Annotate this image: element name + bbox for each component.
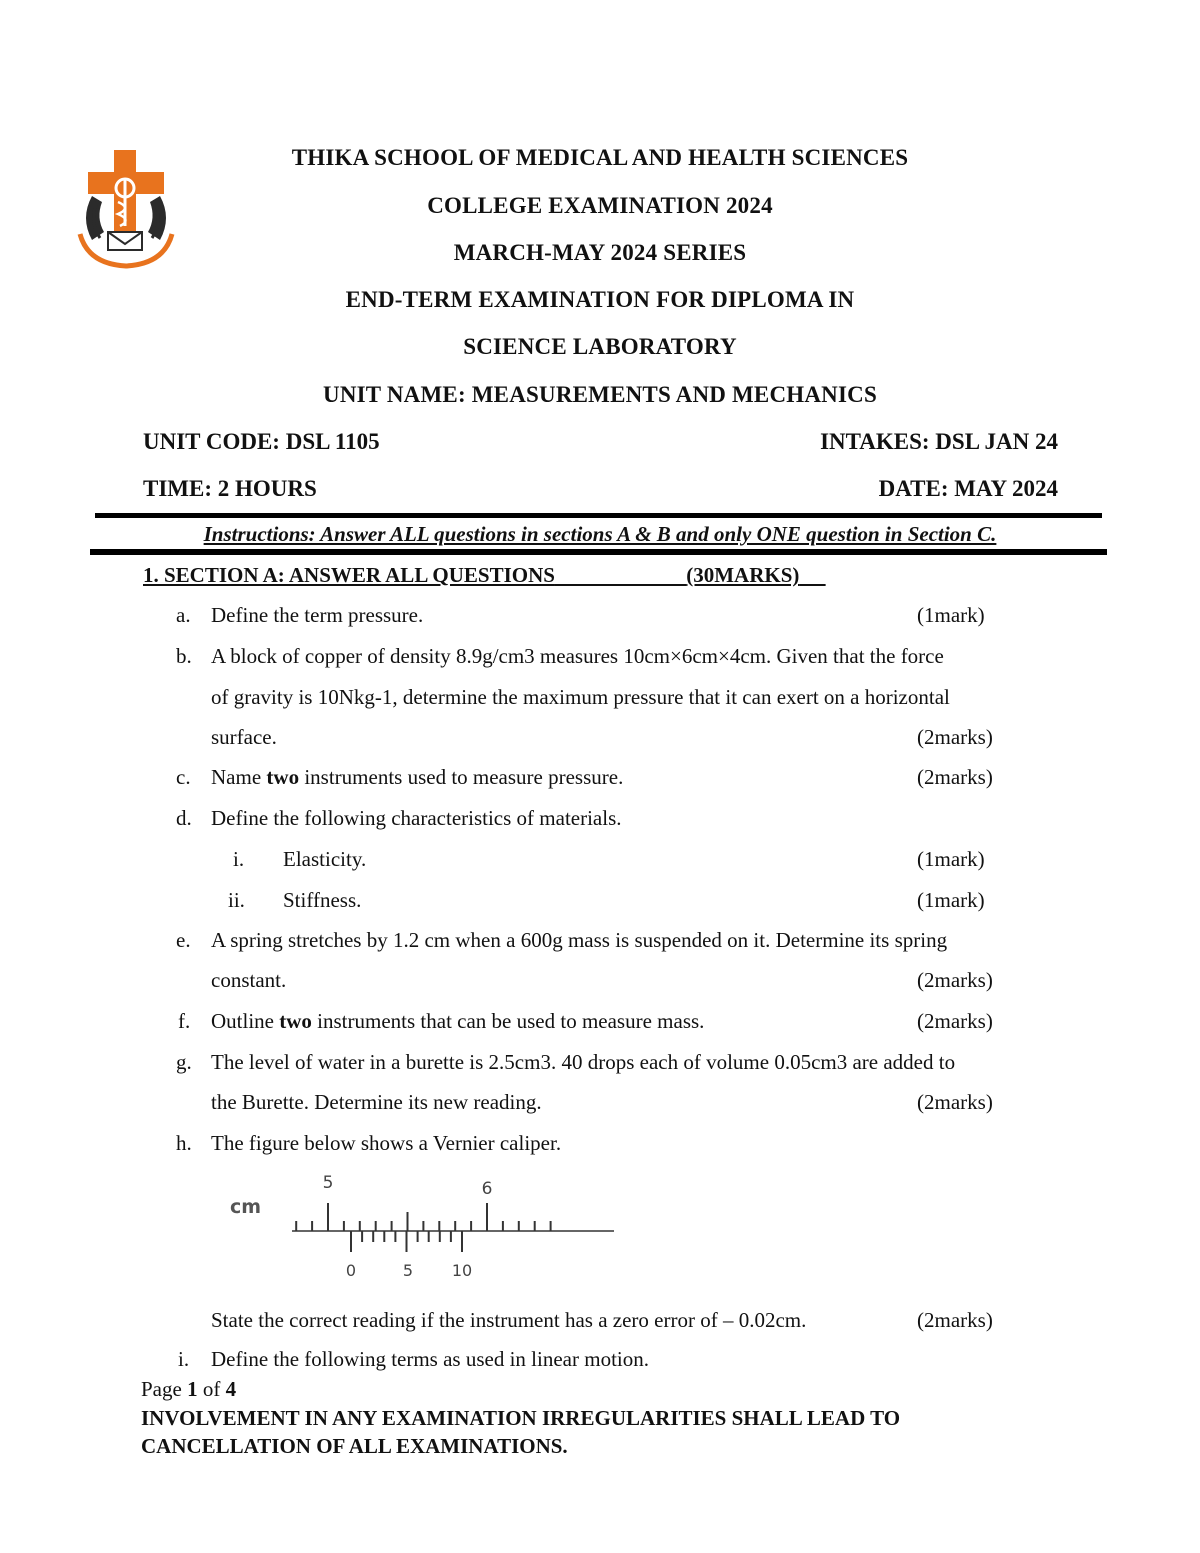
question-a-marks: (1mark)	[917, 603, 985, 627]
text-emphasis: two	[279, 1009, 312, 1033]
subquestion-text: Elasticity.	[283, 847, 367, 871]
section-a-title	[143, 563, 826, 588]
page-number	[141, 1377, 236, 1402]
section-a-marks: (30MARKS)	[686, 563, 800, 587]
instructions: Instructions: Answer ALL questions in sections A & B and only ONE question in Section C.	[203, 522, 997, 546]
exam-date: DATE: MAY 2024	[878, 476, 1058, 501]
main-scale-ticks	[296, 1203, 550, 1231]
question-text: Define the following characteristics of materials.	[211, 806, 622, 830]
question-label: i.	[178, 1347, 190, 1371]
exam-title-line1: END-TERM EXAMINATION FOR DIPLOMA IN	[345, 287, 855, 312]
header-divider-top	[95, 513, 1102, 518]
question-label: h.	[176, 1131, 192, 1155]
question-text-line1: A spring stretches by 1.2 cm when a 600g mass is suspended on it. Determine its spring	[211, 928, 948, 952]
question-text: The figure below shows a Vernier caliper.	[211, 1131, 562, 1155]
text-part: instruments used to measure pressure.	[299, 765, 624, 789]
question-label: b.	[176, 644, 192, 668]
question-label: a.	[176, 603, 191, 627]
question-text: Define the term pressure.	[211, 603, 424, 627]
question-label: d.	[176, 806, 192, 830]
page-separator: of	[197, 1377, 226, 1401]
question-text	[211, 765, 623, 790]
exam-title: COLLEGE EXAMINATION 2024	[427, 193, 773, 218]
unit-code-row	[143, 429, 1058, 455]
question-text	[211, 1009, 704, 1034]
main-scale-label-5: 5	[322, 1173, 334, 1193]
exam-time: TIME: 2 HOURS	[143, 476, 317, 501]
unit-name: UNIT NAME: MEASUREMENTS AND MECHANICS	[323, 382, 877, 407]
question-text-line2: of gravity is 10Nkg-1, determine the maximum pressure that it can exert on a horizontal	[211, 685, 950, 709]
question-c-marks: (2marks)	[917, 765, 993, 789]
question-f-marks: (2marks)	[917, 1009, 993, 1033]
vernier-scale-label-5: 5	[402, 1261, 414, 1280]
intakes: INTAKES: DSL JAN 24	[820, 429, 1058, 454]
question-label: f.	[178, 1009, 191, 1033]
question-followup-text: State the correct reading if the instrument has a zero error of – 0.02cm.	[211, 1308, 807, 1332]
text-part: instruments that can be used to measure mass.	[311, 1009, 705, 1033]
warning-line1: INVOLVEMENT IN ANY EXAMINATION IRREGULARITIES SHALL LEAD TO	[141, 1406, 901, 1430]
question-g-marks: (2marks)	[917, 1090, 993, 1114]
question-text-line3: surface.	[211, 725, 277, 749]
question-text-line1: The level of water in a burette is 2.5cm3. 40 drops each of volume 0.05cm3 are added to	[211, 1050, 956, 1074]
question-label: c.	[176, 765, 191, 789]
page-current: 1	[187, 1377, 198, 1401]
vernier-scale-label-0: 0	[345, 1261, 357, 1280]
school-name: THIKA SCHOOL OF MEDICAL AND HEALTH SCIENCES	[291, 145, 909, 170]
text-emphasis: two	[266, 765, 300, 789]
question-label: e.	[176, 928, 191, 952]
subquestion-text: Stiffness.	[283, 888, 362, 912]
warning-line2: CANCELLATION OF ALL EXAMINATIONS.	[141, 1434, 568, 1458]
page-prefix: Page	[141, 1377, 188, 1401]
question-text-line2: the Burette. Determine its new reading.	[211, 1090, 542, 1114]
subquestion-label: i.	[233, 847, 245, 871]
exam-title-line2: SCIENCE LABORATORY	[463, 334, 737, 359]
irregularities-warning	[141, 1404, 1041, 1460]
text-part: Outline	[211, 1009, 280, 1033]
question-d-i-marks: (1mark)	[917, 847, 985, 871]
exam-series: MARCH-MAY 2024 SERIES	[453, 240, 747, 265]
question-e-marks: (2marks)	[917, 968, 993, 992]
question-text-line2: constant.	[211, 968, 287, 992]
question-d-ii-marks: (1mark)	[917, 888, 985, 912]
vernier-caliper-figure	[224, 1168, 624, 1283]
question-b-marks: (2marks)	[917, 725, 993, 749]
question-text-line1: A block of copper of density 8.9g/cm3 measures 10cm×6cm×4cm. Given that the force	[211, 644, 944, 668]
text-part: Name	[211, 765, 267, 789]
subquestion-label: ii.	[228, 888, 245, 912]
vernier-scale-ticks	[351, 1231, 462, 1252]
time-row	[143, 476, 1058, 502]
question-label: g.	[176, 1050, 192, 1074]
page-total: 4	[225, 1377, 237, 1401]
section-a-label: 1. SECTION A: ANSWER ALL QUESTIONS	[143, 563, 555, 587]
vernier-unit-label: cm	[230, 1196, 262, 1218]
unit-code: UNIT CODE: DSL 1105	[143, 429, 380, 454]
question-text: Define the following terms as used in linear motion.	[211, 1347, 649, 1371]
vernier-scale-label-10: 10	[451, 1261, 473, 1280]
header-divider-bottom	[90, 549, 1107, 555]
main-scale-label-6: 6	[481, 1179, 493, 1199]
question-h-marks: (2marks)	[917, 1308, 993, 1332]
